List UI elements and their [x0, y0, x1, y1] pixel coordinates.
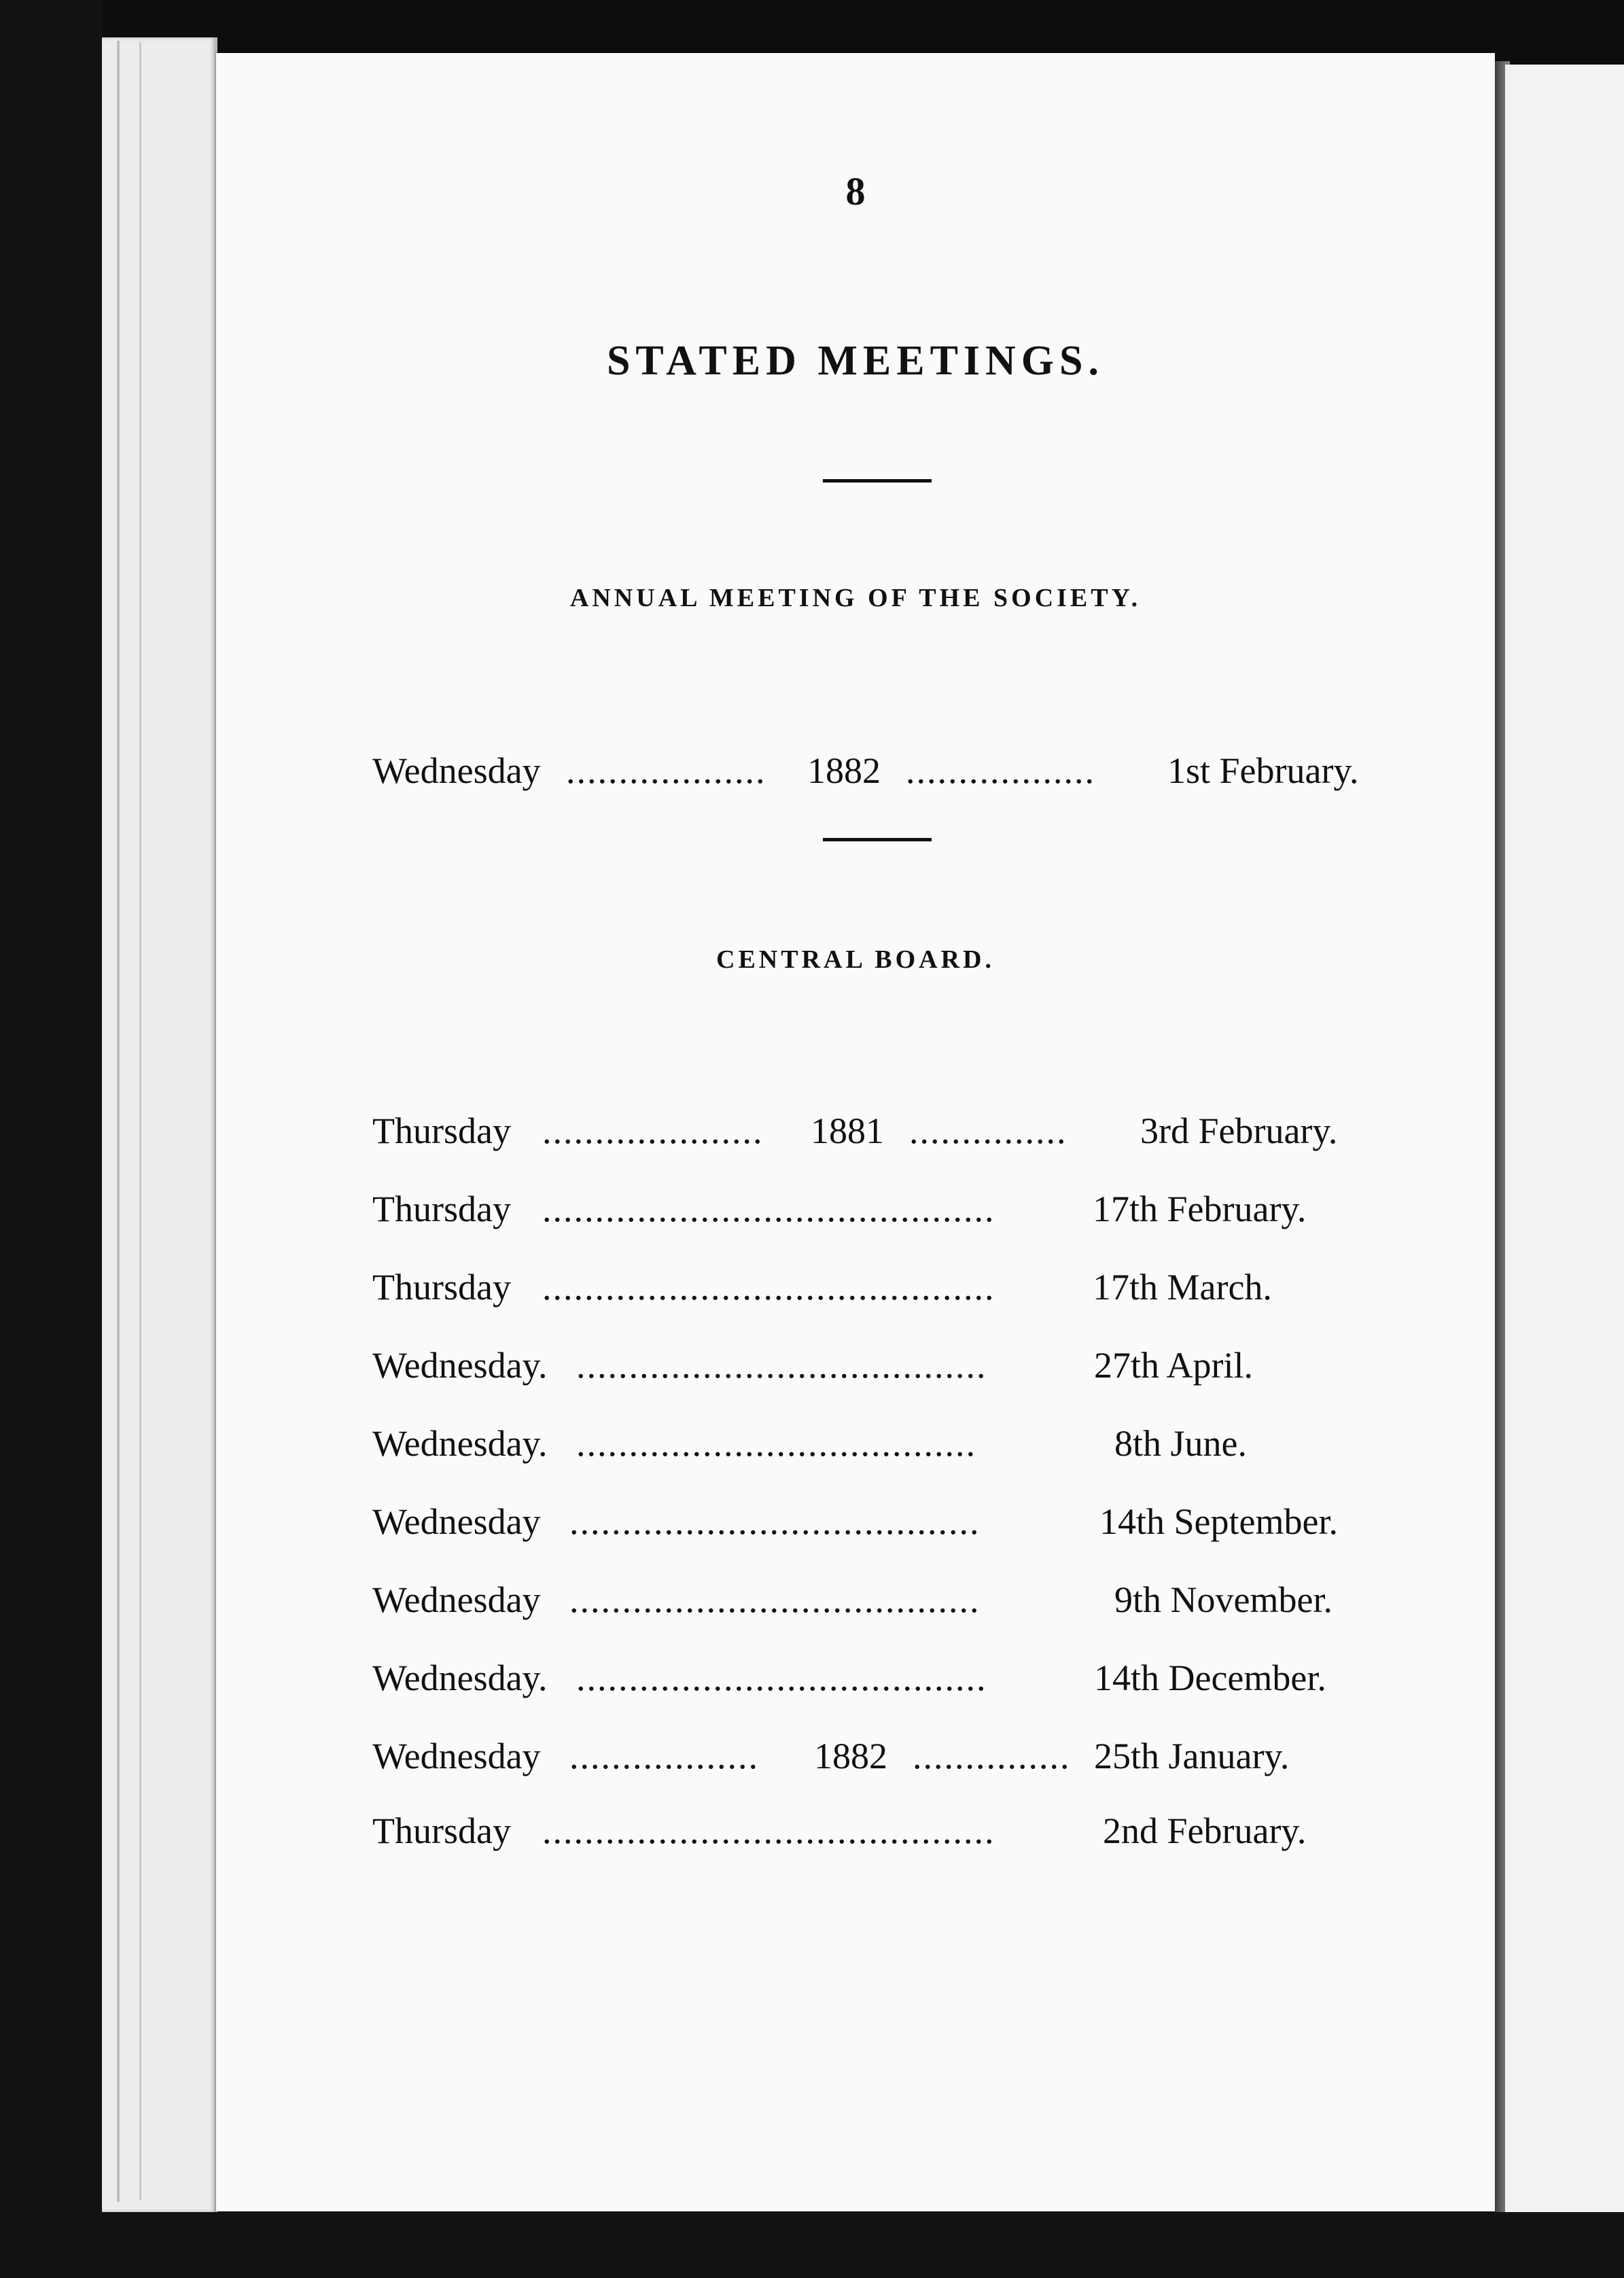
section-divider	[823, 479, 932, 483]
meeting-row	[372, 750, 1595, 797]
leader-dots: ...............	[913, 1736, 1071, 1776]
meeting-date: 3rd February.	[1140, 1110, 1338, 1151]
meeting-date: 1st February.	[1167, 750, 1359, 791]
meeting-day: Wednesday.	[372, 1345, 548, 1386]
meeting-row	[372, 1110, 1595, 1157]
meeting-row	[372, 1266, 1595, 1314]
meeting-date: 27th April.	[1094, 1345, 1254, 1386]
leader-dots: .......................................	[576, 1658, 987, 1698]
meeting-day: Wednesday.	[372, 1423, 548, 1464]
leader-dots: ..................	[569, 1736, 759, 1776]
meeting-row	[372, 1422, 1595, 1470]
leader-dots: .......................................	[576, 1345, 987, 1386]
leader-dots: ...........................................	[542, 1189, 995, 1229]
meeting-year: 1881	[811, 1110, 884, 1151]
leader-dots: ...................	[566, 750, 766, 791]
section-divider	[823, 838, 932, 841]
meeting-day: Wednesday.	[372, 1658, 548, 1698]
leader-dots: ...............	[909, 1110, 1067, 1151]
scan-background-bottom	[0, 2212, 1624, 2278]
meeting-day: Wednesday	[372, 1736, 541, 1776]
central-board-heading: CENTRAL BOARD.	[716, 945, 995, 974]
meeting-day: Thursday	[372, 1189, 511, 1229]
document-page	[216, 53, 1495, 2211]
meeting-date: 14th December.	[1094, 1658, 1326, 1698]
meeting-day: Wednesday	[372, 1579, 541, 1620]
meeting-date: 17th March.	[1093, 1267, 1272, 1308]
meeting-date: 25th January.	[1094, 1736, 1290, 1776]
meeting-row	[372, 1657, 1595, 1704]
leader-dots: .......................................	[569, 1501, 981, 1542]
meeting-row	[372, 1735, 1595, 1783]
leader-dots: .....................	[542, 1110, 764, 1151]
meeting-date: 9th November.	[1114, 1579, 1332, 1620]
meeting-row	[372, 1810, 1595, 1857]
scan-background-left	[0, 0, 102, 2278]
meeting-date: 14th September.	[1099, 1501, 1338, 1542]
meeting-day: Thursday	[372, 1110, 511, 1151]
page-title: STATED MEETINGS.	[606, 338, 1105, 384]
annual-meeting-heading: ANNUAL MEETING OF THE SOCIETY.	[569, 584, 1142, 612]
meeting-date: 17th February.	[1093, 1189, 1307, 1229]
meeting-day: Wednesday	[372, 750, 541, 791]
meeting-date: 2nd February.	[1103, 1810, 1307, 1851]
meeting-day: Thursday	[372, 1810, 511, 1851]
leader-dots: ...........................................	[542, 1267, 995, 1308]
meeting-date: 8th June.	[1114, 1423, 1247, 1464]
leader-dots: ......................................	[576, 1423, 976, 1464]
meeting-row	[372, 1344, 1595, 1392]
meeting-year: 1882	[814, 1736, 887, 1776]
leader-dots: .......................................	[569, 1579, 981, 1620]
meeting-row	[372, 1501, 1595, 1548]
meeting-day: Wednesday	[372, 1501, 541, 1542]
page-edge-line	[139, 42, 141, 2200]
leader-dots: ..................	[906, 750, 1095, 791]
page-edge-line	[117, 41, 120, 2202]
meeting-row	[372, 1188, 1595, 1236]
meeting-day: Thursday	[372, 1267, 511, 1308]
meeting-year: 1882	[807, 750, 881, 791]
leader-dots: ...........................................	[542, 1810, 995, 1851]
meeting-row	[372, 1579, 1595, 1626]
page-number: 8	[845, 169, 866, 213]
